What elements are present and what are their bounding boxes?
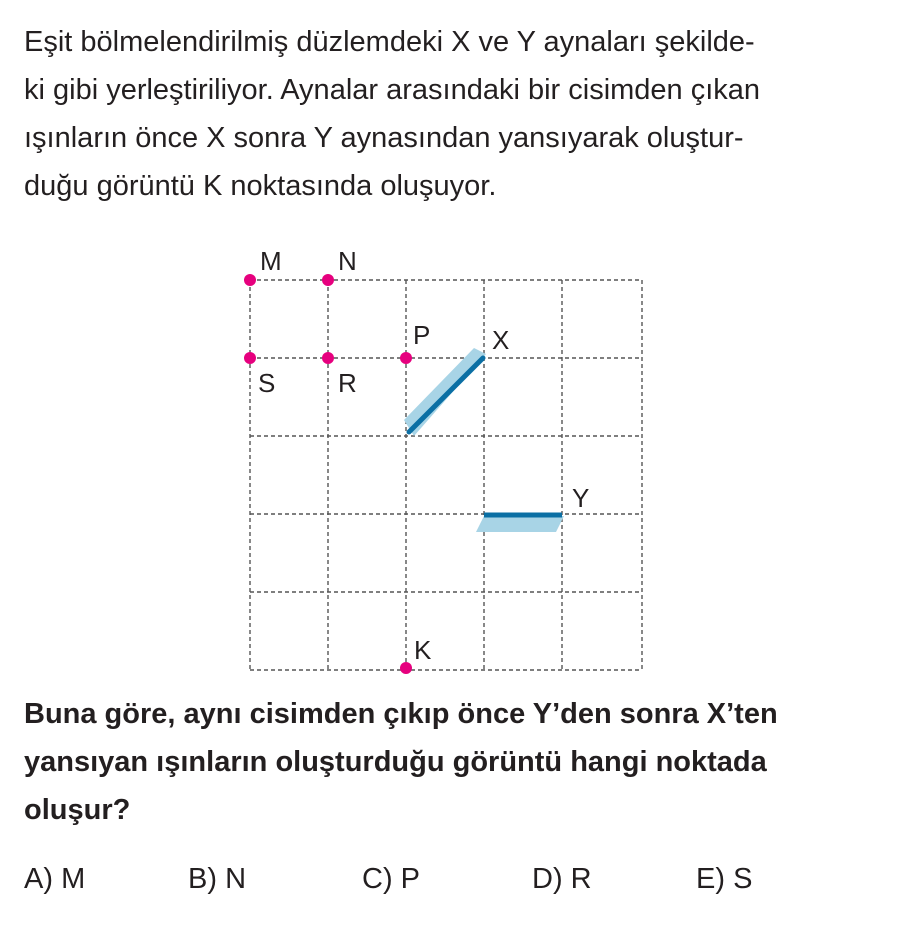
label-n: N bbox=[338, 246, 357, 276]
label-s: S bbox=[258, 368, 276, 398]
option-c[interactable] bbox=[362, 855, 420, 903]
point-n bbox=[322, 274, 334, 286]
option-letter: D) bbox=[532, 863, 563, 895]
option-e[interactable] bbox=[696, 855, 752, 903]
option-text: R bbox=[570, 863, 592, 895]
point-p bbox=[400, 352, 412, 364]
intro-line: ışınların önce X sonra Y aynasından yansıyarak oluştur- bbox=[24, 122, 744, 154]
mirror-x bbox=[404, 348, 486, 436]
label-m: M bbox=[260, 246, 282, 276]
mirror-y-back bbox=[476, 516, 564, 532]
label-x: X bbox=[492, 325, 510, 355]
point-r bbox=[322, 352, 334, 364]
label-p: P bbox=[413, 320, 431, 350]
label-k: K bbox=[414, 635, 432, 665]
mirror-x-surface bbox=[409, 358, 483, 432]
grid bbox=[250, 280, 642, 670]
option-letter: E) bbox=[696, 863, 725, 895]
intro-line: ki gibi yerleştiriliyor. Aynalar arasındaki bir cisimden çıkan bbox=[24, 74, 761, 106]
option-letter: A) bbox=[24, 863, 53, 895]
question-text bbox=[24, 690, 894, 834]
option-d[interactable] bbox=[532, 855, 592, 903]
option-text: M bbox=[61, 863, 86, 895]
option-letter: C) bbox=[362, 863, 393, 895]
question-line: oluşur? bbox=[24, 794, 131, 826]
point-s bbox=[244, 352, 256, 364]
option-letter: B) bbox=[188, 863, 217, 895]
label-r: R bbox=[338, 368, 357, 398]
points bbox=[244, 274, 412, 674]
option-text: N bbox=[225, 863, 247, 895]
question-line: yansıyan ışınların oluşturduğu görüntü hangi noktada bbox=[24, 746, 767, 778]
option-text: S bbox=[733, 863, 753, 895]
option-a[interactable] bbox=[24, 855, 85, 903]
point-m bbox=[244, 274, 256, 286]
label-y: Y bbox=[572, 483, 590, 513]
option-text: P bbox=[400, 863, 421, 895]
option-b[interactable] bbox=[188, 855, 246, 903]
question-line: Buna göre, aynı cisimden çıkıp önce Y’den sonra X’ten bbox=[24, 698, 778, 730]
answer-options bbox=[24, 855, 904, 903]
mirror-y bbox=[476, 515, 564, 532]
point-k bbox=[400, 662, 412, 674]
intro-line: Eşit bölmelendirilmiş düzlemdeki X ve Y aynaları şekilde- bbox=[24, 26, 755, 58]
intro-line: duğu görüntü K noktasında oluşuyor. bbox=[24, 170, 497, 202]
